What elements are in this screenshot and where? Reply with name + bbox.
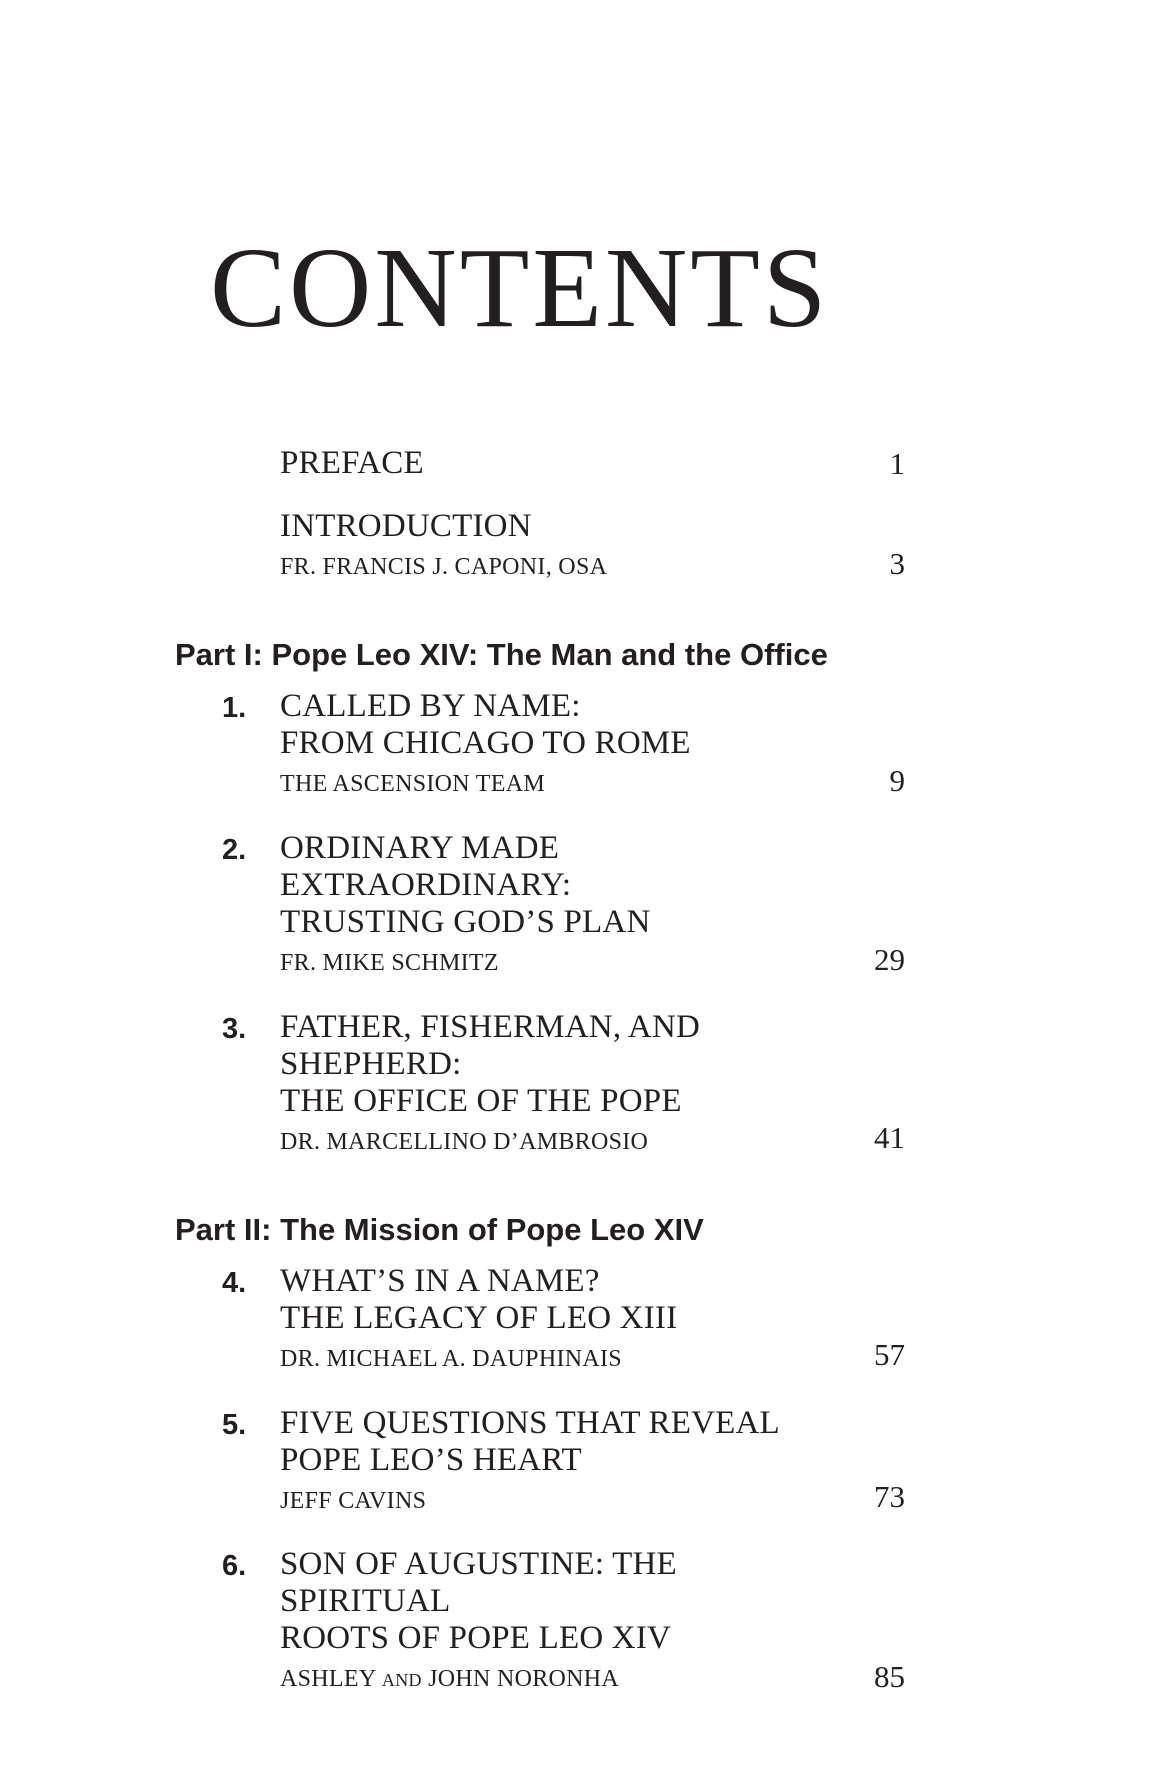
table-of-contents [175,445,905,1695]
entry-author: FR. FRANCIS J. CAPONI, OSA [280,554,608,581]
entry-page-number: 9 [889,762,905,798]
entry-page-number: 3 [889,545,905,581]
entry-page-number: 73 [874,1479,905,1515]
entry-title-line: FATHER, FISHERMAN, AND SHEPHERD: [280,1008,701,1082]
toc-entry [175,830,905,978]
entry-title-line: SON OF AUGUSTINE: THE SPIRITUAL [280,1546,677,1620]
toc-entry [175,1546,905,1695]
entry-title-line: THE OFFICE OF THE POPE [280,1082,682,1119]
entry-number: 5. [222,1408,247,1441]
entry-title-line: TRUSTING GOD’S PLAN [280,904,651,940]
toc-entry [175,1009,905,1157]
entry-page-number: 41 [874,1120,905,1156]
entry-author-name: JOHN NORONHA [428,1666,620,1693]
entry-title-line: FROM CHICAGO TO ROME [280,725,691,762]
entry-author-conjunction: AND [381,1670,422,1691]
entry-page-number: 1 [889,446,905,481]
toc-entry-preface [280,445,905,482]
entry-title-line: CALLED BY NAME: [280,688,581,725]
toc-entry [175,688,905,799]
entry-author: THE ASCENSION TEAM [280,771,545,798]
entry-number: 6. [222,1550,247,1583]
entry-author: DR. MARCELLINO D’AMBROSIO [280,1128,649,1155]
entry-number: 4. [222,1266,247,1299]
entry-page-number: 29 [874,941,905,977]
entry-page-number: 57 [874,1337,905,1373]
toc-entry [175,1405,905,1516]
entry-title-line: ROOTS OF POPE LEO XIV [280,1620,672,1657]
entry-title-line: ORDINARY MADE EXTRAORDINARY: [280,830,572,903]
part-heading: Part II: The Mission of Pope Leo XIV [175,1211,704,1247]
entry-number: 3. [222,1012,247,1045]
entry-number: 2. [222,834,247,866]
toc-entry [175,1263,905,1374]
entry-page-number: 85 [874,1658,905,1694]
entry-title-line: FIVE QUESTIONS THAT REVEAL [280,1404,780,1441]
page-title: CONTENTS [210,224,830,351]
entry-author: JEFF CAVINS [280,1487,427,1514]
entry-title-line: WHAT’S IN A NAME? [280,1262,600,1299]
entry-title-line: THE LEGACY OF LEO XIII [280,1299,678,1336]
toc-entry-introduction [280,508,905,582]
entry-title: INTRODUCTION [280,508,532,545]
entry-author: FR. MIKE SCHMITZ [280,950,499,976]
entry-number: 1. [222,692,247,725]
entry-author [280,1665,854,1695]
entry-author: DR. MICHAEL A. DAUPHINAIS [280,1345,622,1372]
entry-author-name: ASHLEY [280,1666,376,1693]
entry-title: PREFACE [280,445,424,482]
part-heading: Part I: Pope Leo XIV: The Man and the Office [175,637,828,672]
entry-title-line: POPE LEO’S HEART [280,1441,582,1478]
